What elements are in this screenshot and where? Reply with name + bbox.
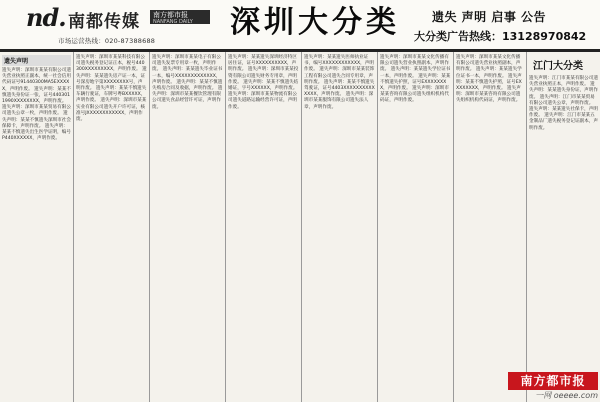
- column-3-text: 遗失声明：深圳市某某电子有限公司遗失发票专用章一枚，声明作废。 遗失声明：某某遗失毕业证书一本，编号XXXXXXXXXXXXX，声明作废。 遗失声明：某某不慎遗失购房合同及收据，声明作废。 遗失声明：深圳市某某餐饮管理有限公司遗失食品经营许可证，声明作废。: [152, 55, 223, 110]
- column-3: [150, 52, 226, 402]
- column-6-text: 遗失声明：深圳市某某文化传播有限公司遗失营业执照副本，声明作废。 遗失声明：某某遗失学位证书一本，声明作废。 遗失声明：某某不慎遗失护照，证号EXXXXXXXX，声明作废。 遗失声明：深圳市某某咨询有限公司遗失组织机构代码证，声明作废。: [380, 55, 451, 104]
- classifieds-body: [0, 52, 600, 402]
- logo: [26, 3, 193, 35]
- column-1-heading: 遗失声明: [2, 55, 71, 66]
- ad-hotline: 大分类广告热线：13128970842: [414, 30, 587, 43]
- jiangmen-section-title: 江门大分类: [533, 61, 583, 72]
- column-5-text: 遗失声明：某某遗失医师执业证书，编号XXXXXXXXXXXX，声明作废。 遗失声明：深圳市某某装饰工程有限公司遗失合同专用章，声明作废。 遗失声明：某某不慎遗失驾驶证，证号4403XXXXXXXXXXXXXX，声明作废。 遗失声明：深圳市某某服饰有限公司遗失法人章，声明作废。: [304, 55, 375, 110]
- masthead: [0, 0, 600, 49]
- column-1: [0, 52, 74, 402]
- logo-mark: nd.: [26, 3, 66, 32]
- column-2: [74, 52, 150, 402]
- logo-tag-badge: [150, 10, 210, 24]
- column-7-text-a: 遗失声明：深圳市某某文化传播有限公司遗失营业执照副本，声明作废。 遗失声明：某某遗失学位证书一本，声明作废。 遗失声明：某某不慎遗失护照，证号EXXXXXXXX，声明作废。 遗失声明：深圳市某某咨询有限公司遗失组织机构代码证，声明作废。: [456, 55, 522, 104]
- column-7: [454, 52, 527, 402]
- column-8-text: 遗失声明：江门市某某有限公司遗失营业执照正本，声明作废。 遗失声明：某某遗失身份证，声明作废。 遗失声明：江门市某某贸易有限公司遗失公章，声明作废。 遗失声明：某某遗失社保卡，声明作废。 遗失声明：江门市某某五金制品厂遗失税务登记证副本，声明作废。: [529, 76, 598, 131]
- logo-tag-label: 南方都市报: [153, 11, 188, 19]
- page-title: 深圳大分类: [230, 5, 400, 40]
- column-4: [226, 52, 302, 402]
- column-4-text: 遗失声明：某某遗失深圳经济特区居住证，证号XXXXXXXXXX，声明作废。 遗失声明：深圳市某某投资有限公司遗失财务专用章，声明作废。 遗失声明：某某不慎遗失结婚证，字号XXXXXX，声明作废。 遗失声明：深圳市某某物流有限公司遗失道路运输经营许可证，声明作废。: [228, 55, 299, 110]
- hotline: 市场运营热线：020-87388688: [58, 37, 156, 45]
- column-6: [378, 52, 454, 402]
- column-5: [302, 52, 378, 402]
- notice-categories: 遗失 声明 启事 公告: [432, 10, 547, 24]
- column-1-text: 遗失声明：深圳市某某有限公司遗失营业执照正副本，统一社会信用代码证号91440300MA5EXXXXX，声明作废。 遗失声明：某某不慎遗失身份证一张，证号4403011990XXXXXXXX，声明作废。 遗失声明：深圳市某某贸易有限公司遗失公章一枚，声明作废。 遗失声明：某某不慎遗失深圳市社会保障卡，声明作废。 遗失声明：某某不慎遗失出生医学证明，编号P440XXXXXX，声明作废。: [2, 68, 71, 142]
- newspaper-stamp: [508, 372, 598, 390]
- logo-name: 南都传媒: [68, 12, 140, 32]
- column-8: [527, 52, 600, 402]
- logo-tag-sub: NANFANG DAILY: [153, 19, 193, 25]
- column-2-text: 遗失声明：深圳市某某科技有限公司遗失税务登记证正本，税号440300XXXXXXXXX，声明作废。 遗失声明：某某遗失房产证一本，证号深房地字第XXXXXXXX号，声明作废。 遗失声明：某某不慎遗失车辆行驶证，车牌号粤BXXXXX，声明作废。 遗失声明：深圳市某某实业有限公司遗失开户许可证，核准号JXXXXXXXXXXXX，声明作废。: [76, 55, 147, 123]
- stamp-label: 南方都市报: [520, 374, 586, 388]
- site-url: 一网 oeeee.com: [535, 391, 598, 400]
